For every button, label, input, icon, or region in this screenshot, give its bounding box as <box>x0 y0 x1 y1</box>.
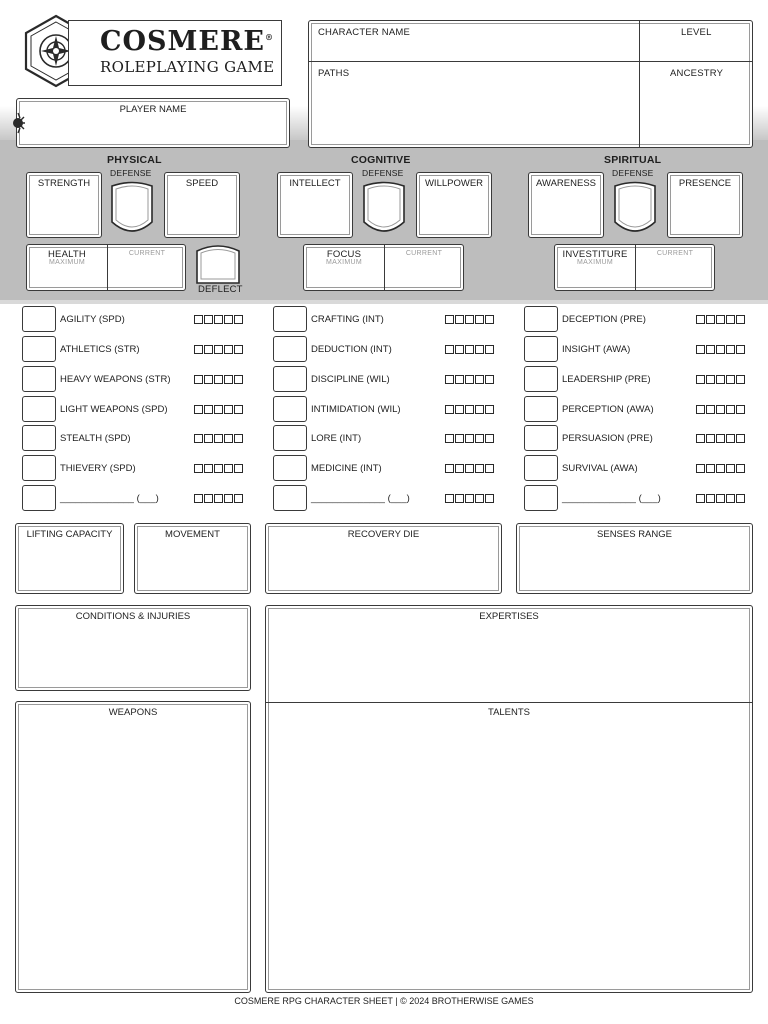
rank-checkbox[interactable] <box>706 345 715 354</box>
rank-checkbox[interactable] <box>706 464 715 473</box>
skill-ranks <box>445 405 494 414</box>
rank-checkbox[interactable] <box>726 434 735 443</box>
intellect-label: INTELLECT <box>289 178 341 189</box>
recovery-die-box[interactable] <box>265 523 502 594</box>
rank-checkbox[interactable] <box>455 315 464 324</box>
paths-label: PATHS <box>318 68 350 79</box>
rank-checkbox[interactable] <box>204 345 213 354</box>
skill-name: LORE (INT) <box>311 433 362 444</box>
expertises-talents-divider <box>266 702 752 703</box>
skill-ranks <box>194 494 243 503</box>
speed-box[interactable] <box>164 172 240 238</box>
rank-checkbox[interactable] <box>706 315 715 324</box>
speed-label: SPEED <box>185 178 219 189</box>
rank-checkbox[interactable] <box>224 345 233 354</box>
skill-name[interactable]: ______________ (___) <box>60 493 159 504</box>
focus-max-label: MAXIMUM <box>326 259 362 266</box>
rank-checkbox[interactable] <box>706 405 715 414</box>
rank-checkbox[interactable] <box>204 405 213 414</box>
rank-checkbox[interactable] <box>455 494 464 503</box>
character-name-input[interactable] <box>310 62 638 63</box>
skill-name: DECEPTION (PRE) <box>562 314 646 325</box>
physical-title: PHYSICAL <box>107 154 162 166</box>
strength-box[interactable] <box>26 172 102 238</box>
logo-title: COSMERE® <box>100 26 274 57</box>
rank-checkbox[interactable] <box>465 345 474 354</box>
rank-checkbox[interactable] <box>194 315 203 324</box>
rank-checkbox[interactable] <box>696 464 705 473</box>
skill-modifier-box[interactable] <box>524 425 558 451</box>
character-name-label: CHARACTER NAME <box>318 27 411 38</box>
skill-modifier-box[interactable] <box>22 306 56 332</box>
rank-checkbox[interactable] <box>696 345 705 354</box>
rank-checkbox[interactable] <box>706 434 715 443</box>
rank-checkbox[interactable] <box>224 494 233 503</box>
health-label: HEALTH <box>48 249 86 260</box>
movement-box[interactable] <box>134 523 251 594</box>
rank-checkbox[interactable] <box>465 464 474 473</box>
skill-modifier-box[interactable] <box>22 455 56 481</box>
rank-checkbox[interactable] <box>445 494 454 503</box>
footer-copyright: COSMERE RPG CHARACTER SHEET | © 2024 BROTHERWISE GAMES <box>234 996 534 1006</box>
rank-checkbox[interactable] <box>445 464 454 473</box>
willpower-label: WILLPOWER <box>424 178 484 189</box>
rank-checkbox[interactable] <box>726 315 735 324</box>
rank-checkbox[interactable] <box>736 405 745 414</box>
rank-checkbox[interactable] <box>716 434 725 443</box>
rank-checkbox[interactable] <box>736 494 745 503</box>
rank-checkbox[interactable] <box>234 405 243 414</box>
rank-checkbox[interactable] <box>214 375 223 384</box>
focus-box[interactable] <box>303 244 464 291</box>
level-label: LEVEL <box>681 27 712 38</box>
rank-checkbox[interactable] <box>194 345 203 354</box>
rank-checkbox[interactable] <box>204 315 213 324</box>
health-max-label: MAXIMUM <box>49 259 85 266</box>
rank-checkbox[interactable] <box>224 405 233 414</box>
sun-emblem-icon <box>12 112 28 134</box>
skill-name[interactable]: ______________ (___) <box>311 493 410 504</box>
rank-checkbox[interactable] <box>716 405 725 414</box>
skill-name: DEDUCTION (INT) <box>311 344 392 355</box>
skill-ranks <box>445 464 494 473</box>
presence-box[interactable] <box>667 172 743 238</box>
skill-modifier-box[interactable] <box>524 485 558 511</box>
rank-checkbox[interactable] <box>445 375 454 384</box>
rank-checkbox[interactable] <box>485 434 494 443</box>
talents-label: TALENTS <box>487 707 531 718</box>
rank-checkbox[interactable] <box>214 494 223 503</box>
rank-checkbox[interactable] <box>696 434 705 443</box>
rank-checkbox[interactable] <box>726 345 735 354</box>
rank-checkbox[interactable] <box>485 345 494 354</box>
rank-checkbox[interactable] <box>234 345 243 354</box>
rank-checkbox[interactable] <box>455 405 464 414</box>
physical-defense-label: DEFENSE <box>110 168 152 178</box>
recovery-die-label: RECOVERY DIE <box>347 529 420 540</box>
skill-name: CRAFTING (INT) <box>311 314 384 325</box>
rank-checkbox[interactable] <box>485 375 494 384</box>
skill-modifier-box[interactable] <box>22 485 56 511</box>
weapons-box[interactable] <box>15 701 251 993</box>
health-box[interactable] <box>26 244 186 291</box>
skill-name: THIEVERY (SPD) <box>60 463 136 474</box>
rank-checkbox[interactable] <box>194 494 203 503</box>
skill-name: MEDICINE (INT) <box>311 463 382 474</box>
rank-checkbox[interactable] <box>716 464 725 473</box>
ancestry-label: ANCESTRY <box>670 68 724 79</box>
skill-ranks <box>696 494 745 503</box>
skill-ranks <box>194 405 243 414</box>
skill-ranks <box>696 434 745 443</box>
awareness-box[interactable] <box>528 172 604 238</box>
skill-ranks <box>445 315 494 324</box>
rank-checkbox[interactable] <box>716 315 725 324</box>
rank-checkbox[interactable] <box>214 464 223 473</box>
skill-name: PERSUASION (PRE) <box>562 433 653 444</box>
rank-checkbox[interactable] <box>475 464 484 473</box>
rank-checkbox[interactable] <box>716 375 725 384</box>
rank-checkbox[interactable] <box>465 405 474 414</box>
skill-ranks <box>194 315 243 324</box>
rank-checkbox[interactable] <box>475 375 484 384</box>
skill-name: HEAVY WEAPONS (STR) <box>60 374 171 385</box>
lifting-capacity-box[interactable] <box>15 523 124 594</box>
conditions-injuries-label: CONDITIONS & INJURIES <box>75 611 191 622</box>
rank-checkbox[interactable] <box>224 464 233 473</box>
skill-modifier-box[interactable] <box>273 366 307 392</box>
rank-checkbox[interactable] <box>214 315 223 324</box>
presence-label: PRESENCE <box>678 178 732 189</box>
rank-checkbox[interactable] <box>475 494 484 503</box>
rank-checkbox[interactable] <box>234 315 243 324</box>
rank-checkbox[interactable] <box>194 405 203 414</box>
rank-checkbox[interactable] <box>214 405 223 414</box>
rank-checkbox[interactable] <box>736 375 745 384</box>
skill-ranks <box>445 375 494 384</box>
rank-checkbox[interactable] <box>706 375 715 384</box>
rank-checkbox[interactable] <box>204 375 213 384</box>
skill-name: DISCIPLINE (WIL) <box>311 374 390 385</box>
movement-label: MOVEMENT <box>165 529 220 540</box>
deflect-label: DEFLECT <box>198 284 243 295</box>
rank-checkbox[interactable] <box>726 494 735 503</box>
rank-checkbox[interactable] <box>194 375 203 384</box>
rank-checkbox[interactable] <box>696 375 705 384</box>
rank-checkbox[interactable] <box>204 434 213 443</box>
skill-ranks <box>696 405 745 414</box>
rank-checkbox[interactable] <box>224 434 233 443</box>
rank-checkbox[interactable] <box>485 464 494 473</box>
skill-ranks <box>696 464 745 473</box>
skill-name[interactable]: ______________ (___) <box>562 493 661 504</box>
skill-modifier-box[interactable] <box>524 455 558 481</box>
skill-modifier-box[interactable] <box>273 336 307 362</box>
physical-defense-shield-icon[interactable] <box>109 180 155 236</box>
rank-checkbox[interactable] <box>234 494 243 503</box>
rank-checkbox[interactable] <box>736 434 745 443</box>
skill-ranks <box>194 345 243 354</box>
rank-checkbox[interactable] <box>455 345 464 354</box>
rank-checkbox[interactable] <box>696 494 705 503</box>
skill-ranks <box>194 375 243 384</box>
rank-checkbox[interactable] <box>224 375 233 384</box>
investiture-current-label: CURRENT <box>656 250 694 257</box>
spiritual-defense-label: DEFENSE <box>612 168 654 178</box>
skill-modifier-box[interactable] <box>22 425 56 451</box>
skill-name: STEALTH (SPD) <box>60 433 131 444</box>
strength-label: STRENGTH <box>37 178 91 189</box>
rank-checkbox[interactable] <box>224 315 233 324</box>
cognitive-defense-label: DEFENSE <box>362 168 404 178</box>
skill-modifier-box[interactable] <box>22 366 56 392</box>
skill-name: AGILITY (SPD) <box>60 314 125 325</box>
skill-ranks <box>696 315 745 324</box>
rank-checkbox[interactable] <box>716 494 725 503</box>
cognitive-defense-shield-icon[interactable] <box>361 180 407 236</box>
rank-checkbox[interactable] <box>485 405 494 414</box>
rank-checkbox[interactable] <box>465 375 474 384</box>
senses-range-label: SENSES RANGE <box>597 529 672 540</box>
rank-checkbox[interactable] <box>475 405 484 414</box>
rank-checkbox[interactable] <box>726 375 735 384</box>
player-name-field[interactable] <box>16 98 290 148</box>
skill-ranks <box>696 375 745 384</box>
skill-name: PERCEPTION (AWA) <box>562 404 654 415</box>
skill-ranks <box>445 494 494 503</box>
rank-checkbox[interactable] <box>194 464 203 473</box>
skill-ranks <box>445 434 494 443</box>
rank-checkbox[interactable] <box>455 375 464 384</box>
rank-checkbox[interactable] <box>485 315 494 324</box>
rank-checkbox[interactable] <box>465 315 474 324</box>
deflect-shield-icon[interactable] <box>195 243 241 285</box>
skill-modifier-box[interactable] <box>524 366 558 392</box>
rank-checkbox[interactable] <box>465 434 474 443</box>
investiture-label: INVESTITURE <box>562 249 628 260</box>
focus-label: FOCUS <box>326 249 362 260</box>
investiture-box[interactable] <box>554 244 715 291</box>
health-current-label: CURRENT <box>128 250 166 257</box>
rank-checkbox[interactable] <box>214 434 223 443</box>
skill-modifier-box[interactable] <box>524 336 558 362</box>
skill-ranks <box>696 345 745 354</box>
skill-name: INTIMIDATION (WIL) <box>311 404 401 415</box>
rank-checkbox[interactable] <box>696 315 705 324</box>
expertises-label: EXPERTISES <box>479 611 539 622</box>
skill-modifier-box[interactable] <box>22 396 56 422</box>
conditions-injuries-box[interactable] <box>15 605 251 691</box>
cognitive-title: COGNITIVE <box>351 154 411 166</box>
skill-name: LIGHT WEAPONS (SPD) <box>60 404 168 415</box>
rank-checkbox[interactable] <box>214 345 223 354</box>
skill-name: LEADERSHIP (PRE) <box>562 374 651 385</box>
senses-range-box[interactable] <box>516 523 753 594</box>
rank-checkbox[interactable] <box>696 405 705 414</box>
character-info-panel <box>308 20 753 148</box>
skill-ranks <box>194 434 243 443</box>
skill-name: ATHLETICS (STR) <box>60 344 140 355</box>
player-name-label: PLAYER NAME <box>119 104 187 115</box>
spiritual-title: SPIRITUAL <box>604 154 662 166</box>
expertises-area[interactable] <box>268 625 750 699</box>
rank-checkbox[interactable] <box>736 345 745 354</box>
skill-modifier-box[interactable] <box>273 425 307 451</box>
spiritual-defense-shield-icon[interactable] <box>612 180 658 236</box>
rank-checkbox[interactable] <box>475 434 484 443</box>
rank-checkbox[interactable] <box>706 494 715 503</box>
character-info-column-divider <box>639 21 640 147</box>
rank-checkbox[interactable] <box>234 375 243 384</box>
rank-checkbox[interactable] <box>485 494 494 503</box>
logo-subtitle: ROLEPLAYING GAME <box>100 58 275 76</box>
rank-checkbox[interactable] <box>475 345 484 354</box>
skill-modifier-box[interactable] <box>273 396 307 422</box>
attribute-band-edge <box>0 300 768 304</box>
rank-checkbox[interactable] <box>445 405 454 414</box>
skill-ranks <box>445 345 494 354</box>
skill-ranks <box>194 464 243 473</box>
skill-modifier-box[interactable] <box>273 306 307 332</box>
rank-checkbox[interactable] <box>194 434 203 443</box>
rank-checkbox[interactable] <box>736 464 745 473</box>
talents-area[interactable] <box>268 722 750 990</box>
skill-modifier-box[interactable] <box>273 485 307 511</box>
rank-checkbox[interactable] <box>204 464 213 473</box>
rank-checkbox[interactable] <box>455 434 464 443</box>
lifting-capacity-label: LIFTING CAPACITY <box>26 529 113 540</box>
rank-checkbox[interactable] <box>716 345 725 354</box>
logo-registered-mark: ® <box>265 32 274 42</box>
rank-checkbox[interactable] <box>475 315 484 324</box>
rank-checkbox[interactable] <box>726 405 735 414</box>
skill-modifier-box[interactable] <box>524 306 558 332</box>
rank-checkbox[interactable] <box>445 345 454 354</box>
rank-checkbox[interactable] <box>445 434 454 443</box>
rank-checkbox[interactable] <box>726 464 735 473</box>
awareness-label: AWARENESS <box>535 178 596 189</box>
intellect-box[interactable] <box>277 172 353 238</box>
skill-name: INSIGHT (AWA) <box>562 344 631 355</box>
rank-checkbox[interactable] <box>465 494 474 503</box>
skill-name: SURVIVAL (AWA) <box>562 463 638 474</box>
weapons-label: WEAPONS <box>108 707 158 718</box>
rank-checkbox[interactable] <box>445 315 454 324</box>
focus-current-label: CURRENT <box>405 250 443 257</box>
rank-checkbox[interactable] <box>455 464 464 473</box>
skill-modifier-box[interactable] <box>524 396 558 422</box>
skill-modifier-box[interactable] <box>22 336 56 362</box>
rank-checkbox[interactable] <box>234 464 243 473</box>
rank-checkbox[interactable] <box>204 494 213 503</box>
rank-checkbox[interactable] <box>234 434 243 443</box>
willpower-box[interactable] <box>416 172 492 238</box>
skill-modifier-box[interactable] <box>273 455 307 481</box>
investiture-max-label: MAXIMUM <box>577 259 613 266</box>
rank-checkbox[interactable] <box>736 315 745 324</box>
